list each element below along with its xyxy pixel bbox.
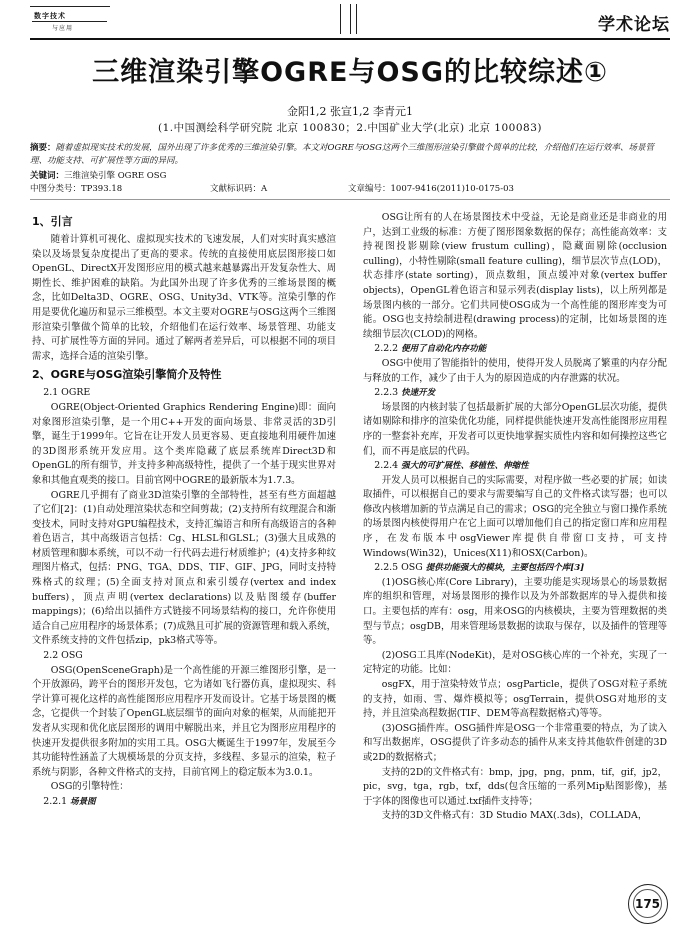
heading-text: 便用了自动化内存功能 xyxy=(401,344,487,355)
body-paragraph: OSG让所有的人在场景图技术中受益，无论是商业还是非商业的用户，达到工业级的标准：方便了图形图象数据的保存；高性能高效率：支持视图投影剔除(view frustum culling)，隐藏面剔除(occlusion culling)，小特性剔除(small feature culling)，细节层次节点(LOD)，状态排序(state sorting)，顶点数组，顶点缓冲对象(vertex buffer objects)，OpenGL着色语言和显示列表(display lists)，以上所列都是场景图内核的一部分。它们共同使OSG成为一个高性能的图形库变为可能。OSG也支持绘制进程(drawing process)的定制，比如场景图的连续细节层次(CLOD)的网格。 xyxy=(363,212,667,340)
heading-number: 2.2.4 xyxy=(374,460,399,472)
header-divider xyxy=(350,4,351,34)
body-paragraph: OGRE几乎拥有了商业3D渲染引擎的全部特性，甚至有些方面超越了它们[2]：(1)自动处理渲染状态和空间剪裁；(2)支持所有纹理混合和渐变技术，同时支持对GPU编程技术，支持汇编语言和所有高级语言的各种着色语言，其中高级语言包括：Cg、HLSL和GLSL；(3)强大且成熟的材质管理和脚本系统，可以不动一行代码去进行材质维护；(4)支持多种纹理图片格式，包括：PNG、TGA、DDS、TIF、GIF、JPG，同时支持特殊格式的纹理；(5)全面支持对顶点和索引缓存(vertex and index buffers)，顶点声明(vertex declarations)以及贴图缓存(buffer mappings)；(6)给出以插件方式链接不同场景结构的接口，允许你使用适合自己应用程序的场景体系；(7)成熟且可扩展的资源管理和载入系统，文件系统支持的文件包括zip，pk3格式等等。 xyxy=(32,489,336,647)
page-header xyxy=(0,0,700,46)
body-paragraph: osgFX，用于渲染特效节点；osgParticle，提供了OSG对粒子系统的支持，如雨、雪、爆炸模拟等；osgTerrain，提供OSG对地形的支持，并且渲染高程数据(TIF、DEM等高程数据格式)等等。 xyxy=(363,679,667,720)
heading-text: 场景图 xyxy=(70,796,96,807)
document-code: 文献标识码：A xyxy=(210,184,268,194)
heading-number: 2.2.3 xyxy=(374,387,399,399)
subsubsection-heading xyxy=(363,386,667,401)
keywords xyxy=(30,169,166,181)
abstract-text: 随着虚拟现实技术的发展，国外出现了许多优秀的三维渲染引擎。本文对OGRE与OSG这两个三维图形渲染引擎做个简单的比较，介绍他们在运行效率、场景管理、功能支持、可扩展性等方面的异同。 xyxy=(30,143,654,166)
body-paragraph: OSG(OpenSceneGraph)是一个高性能的开源三维图形引擎，是一个开放源码，跨平台的图形开发包，它为诸如飞行器仿真，虚拟现实、科学计算可视化这样的高性能图形应用程序开发而设计。它基于场景图的概念，它提供一个封装了OpenGL底层细节的面向对象的框架，从而能把开发者从实现和优化底层图形的调用中解脱出来，并且它为图形应用程序的快速开发提供很多附加的实用工具。OSG大概诞生于1997年，发展至今其功能特性涵盖了大规模场景的分页支持，多线程、多显示的渲染，粒子系统与阴影，各种文件格式的支持，目前官网上的稳定版本为3.0.1。 xyxy=(32,664,336,778)
abstract-rule xyxy=(30,199,670,200)
page-number-badge xyxy=(628,884,668,924)
subsection-heading: 2.1 OGRE xyxy=(43,387,91,399)
body-paragraph: (1)OSG核心库(Core Library)，主要功能是实现场景心的场景数据库的组织和管理，对场景图形的操作以及为外部数据库的导入提供和接口。主要包括的库有：osg，用来OSG的内核模块，主要为管理数据的类型与节点；osgDB，用来管理场景数据的读取与保存，以及插件的管理等等。 xyxy=(363,576,667,647)
section-label xyxy=(30,6,110,34)
subsubsection-heading xyxy=(363,342,667,357)
keywords-text: 三维渲染引擎 OGRE OSG xyxy=(64,171,167,181)
section-heading: 2、OGRE与OSG渲染引擎简介及特性 xyxy=(32,368,222,382)
section-label-line2: 与应用 xyxy=(52,25,74,32)
subsubsection-heading xyxy=(363,561,667,576)
header-divider xyxy=(356,4,357,34)
header-rule xyxy=(30,38,670,40)
body-column-right xyxy=(363,211,667,824)
section-label-line1: 数字技术 xyxy=(34,11,66,20)
heading-text: 提供功能强大的模块，主要包括四个库[3] xyxy=(425,563,585,574)
body-paragraph: OSG中使用了智能指针的使用，使得开发人员脱离了繁重的内存分配与释放的工作，减少了由于人为的原因造成的内存泄露的状况。 xyxy=(363,357,667,384)
header-divider xyxy=(340,4,341,34)
section-heading: 1、引言 xyxy=(32,215,73,228)
keywords-label: 关键词： xyxy=(30,171,65,181)
article-number: 文章编号：1007-9416(2011)10-0175-03 xyxy=(348,184,514,194)
body-paragraph: OSG的引擎特性： xyxy=(50,781,129,793)
heading-text: 强大的可扩展性、移植性、伸缩性 xyxy=(401,461,529,472)
heading-number: 2.2.2 xyxy=(374,343,399,355)
subsubsection-heading xyxy=(32,795,336,810)
section-divider xyxy=(32,21,107,22)
paper-authors: 金阳1,2 张宣1,2 李青元1 xyxy=(287,105,413,118)
abstract-label: 摘要： xyxy=(30,143,56,153)
journal-section-title: 学术论坛 xyxy=(598,15,670,35)
body-paragraph: 支持的2D的文件格式有：bmp，jpg，png，pnm，tif，gif，jp2，pic，svg，tga，rgb，txf，dds(包含压缩的一系列Mip贴图影像)，基于字体的图像也可以通过.txf插件支持等； xyxy=(363,766,668,807)
body-paragraph: OGRE(Object-Oriented Graphics Rendering Engine)即：面向对象图形渲染引擎，是一个用C++开发的面向场景、非常灵活的3D引擎，诞生于1999年。它旨在让开发人员更容易、更直接地利用硬件加速的3D图形系统开发应用。这个类库隐藏了底层系统库Direct3D和OpenGL的所有细节，并支持多种高级特性，提供了一个基于现实世界对象和其他直观类的接口。目前官网中OGRE的最新版本为1.7.3。 xyxy=(32,401,336,486)
page-number: 175 xyxy=(634,897,661,911)
subsection-heading: 2.2 OSG xyxy=(43,650,83,662)
paper-title: 三维渲染引擎OGRE与OSG的比较综述① xyxy=(92,57,608,88)
heading-text: 快速开发 xyxy=(401,388,436,399)
paper-affiliations: (1.中国测绘科学研究院 北京 100830；2.中国矿业大学(北京) 北京 100083) xyxy=(158,122,542,134)
body-paragraph: (3)OSG插件库。OSG插件库是OSG一个非常重要的特点，为了读入和写出数据库，OSG提供了许多动态的插件从来支持其他软件创建的3D或2D的数据格式； xyxy=(363,722,667,763)
subsubsection-heading xyxy=(363,459,667,474)
body-paragraph: 支持的3D文件格式有：3D Studio MAX(.3ds)，COLLADA， xyxy=(381,810,648,822)
abstract xyxy=(30,142,670,168)
body-paragraph: 场景图的内核封装了包括最新扩展的大部分OpenGL层次功能，提供诸如剔除和排序的渲染优化功能，同样提供能快速开发高性能图形应用程序的一整套补充库，开发者可以更快地掌握实质性内容和如何操控这些它们，而不再是底层的代码。 xyxy=(363,401,667,457)
clc-number: 中图分类号：TP393.18 xyxy=(30,184,123,194)
body-paragraph: 开发人员可以根据自己的实际需要，对程序做一些必要的扩展；如读取插件，可以根据自己的要求与需要编写自己的文件格式读写器；也可以修改内核增加新的节点满足自己的需求；OSG的完全独立与窗口操作系统的场景图内核使得用户在它上面可以增加他们自己的指定窗口库和应用程序，在发布版本中osgViewer库提供自带窗口支持，可支持Windows(Win32)，Unices(X11)和OSX(Carbon)。 xyxy=(363,474,667,559)
heading-number: 2.2.1 xyxy=(43,795,68,807)
heading-number: 2.2.5 OSG xyxy=(374,562,423,574)
body-column-left xyxy=(32,211,336,810)
body-paragraph: (2)OSG工具库(NodeKit)，是对OSG核心库的一个补充，实现了一定特定的功能。比如： xyxy=(363,649,667,676)
body-paragraph: 随着计算机可视化、虚拟现实技术的飞速发展，人们对实时真实感渲染以及场景复杂度提出了更高的要求。传统的直接使用底层图形接口如OpenGL、DirectX开发图形应用的模式越来越暴露出开发复杂性大、周期性长、维护困难的缺陷。为此国外出现了许多优秀的三维场景图的概念，比如Delta3D、OGRE、OSG、Unity3d、VTK等。渲染引擎的作用是要优化遍历和显示三维模型。本文主要对OGRE与OSG这两个三维图形渲染引擎做个简单的比较，介绍他们在运行效率、场景管理、功能支持、可扩展性等方面的异同。通过了解两者差异后，可以根据不同的项目需求，选择合适的渲染引擎。 xyxy=(32,234,336,362)
